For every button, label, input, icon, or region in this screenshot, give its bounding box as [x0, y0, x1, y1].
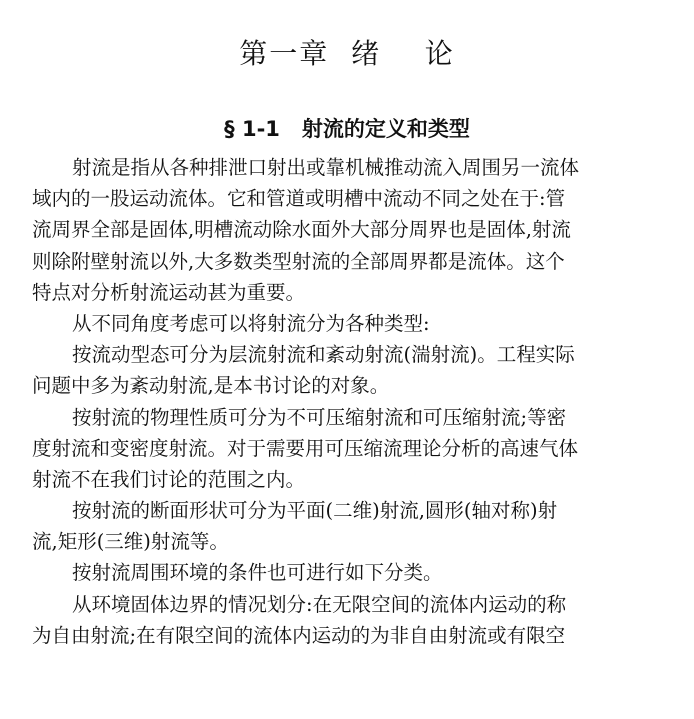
text-line: 从环境固体边界的情况划分:在无限空间的流体内运动的称	[72, 592, 567, 616]
text-line: 度射流和变密度射流。对于需要用可压缩流理论分析的高速气体	[32, 436, 579, 460]
text-line: 流,矩形(三维)射流等。	[32, 530, 229, 554]
text-line: 为自由射流;在有限空间的流体内运动的为非自由射流或有限空	[32, 623, 566, 647]
text-line: 流周界全部是固体,明槽流动除水面外大部分周界也是固体,射流	[32, 218, 571, 242]
text-line: 特点对分析射流运动甚为重要。	[32, 280, 306, 304]
text-line: 问题中多为紊动射流,是本书讨论的对象。	[32, 374, 390, 398]
chapter-title: 第一章 绪 论	[239, 37, 455, 70]
text-line: 射流是指从各种排泄口射出或靠机械推动流入周围另一流体	[72, 156, 580, 179]
text-line: 射流不在我们讨论的范围之内。	[32, 467, 306, 491]
text-line: 按射流的物理性质可分为不可压缩射流和可压缩射流;等密	[72, 405, 567, 429]
text-line: 按射流的断面形状可分为平面(二维)射流,圆形(轴对称)射	[72, 499, 558, 523]
body-text	[32, 152, 672, 651]
text-line: 按射流周围环境的条件也可进行如下分类。	[72, 561, 443, 585]
section-title: § 1-1 射流的定义和类型	[224, 117, 470, 141]
text-line: 域内的一股运动流体。它和管道或明槽中流动不同之处在于:管	[32, 187, 566, 211]
text-line: 则除附壁射流以外,大多数类型射流的全部周界都是流体。这个	[32, 249, 565, 273]
text-line: 按流动型态可分为层流射流和紊动射流(湍射流)。工程实际	[72, 343, 575, 367]
text-line: 从不同角度考虑可以将射流分为各种类型:	[72, 311, 430, 335]
